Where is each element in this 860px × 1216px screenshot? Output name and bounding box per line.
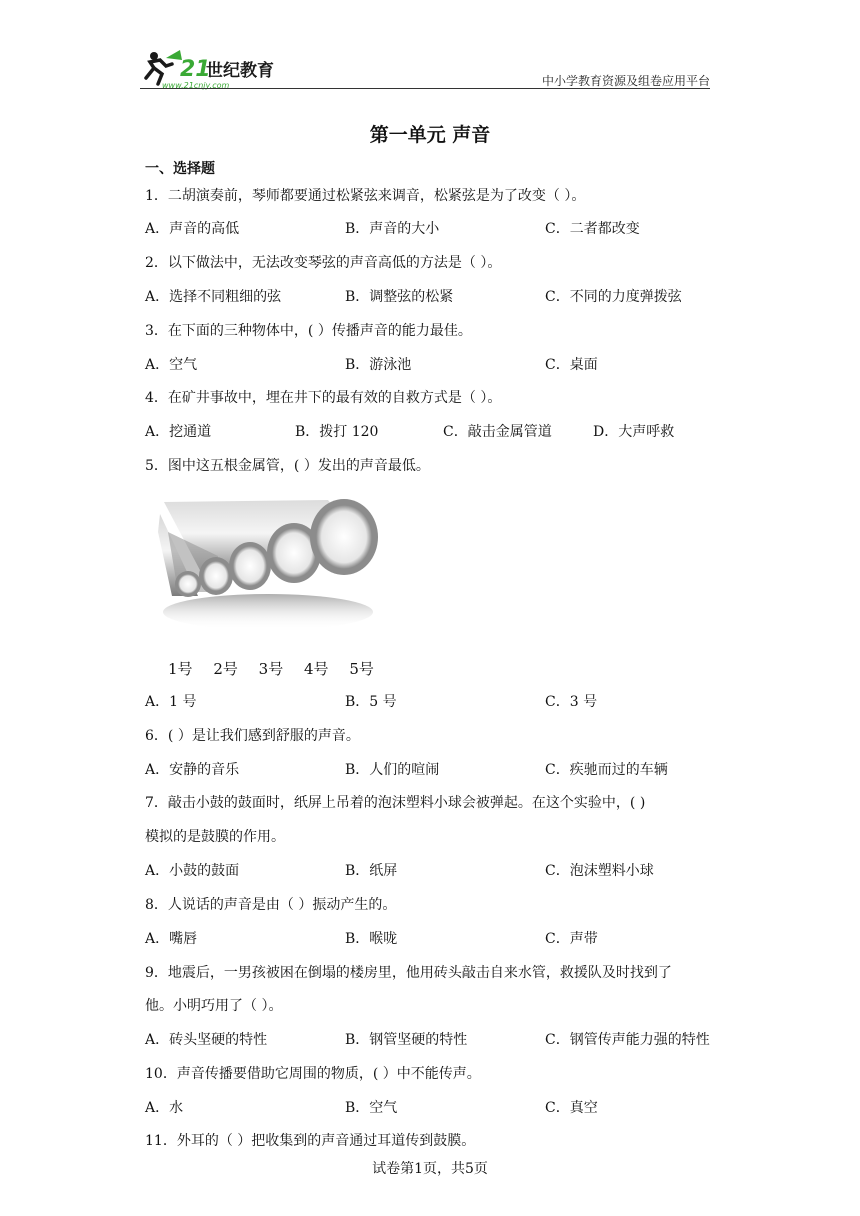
question-7-stem-cont: 模拟的是鼓膜的作用。 (145, 829, 285, 845)
question-1-stem: 1．二胡演奏前，琴师都要通过松紧弦来调音，松紧弦是为了改变（ ）。 (145, 188, 586, 204)
question-9-stem: 9．地震后，一男孩被困在倒塌的楼房里，他用砖头敲击自来水管，救援队及时找到了 (145, 965, 672, 981)
option-c: C．泡沫塑料小球 (545, 863, 654, 879)
option-a: A．挖通道 (145, 424, 212, 440)
option-a: A．小鼓的鼓面 (145, 863, 240, 879)
pipe-label-1: 1号 (168, 660, 193, 678)
option-b: B．5 号 (345, 694, 397, 710)
platform-name: 中小学教育资源及组卷应用平台 (541, 74, 710, 88)
svg-text:21: 21 (180, 57, 211, 82)
svg-text:www.21cnjy.com: www.21cnjy.com (162, 81, 230, 90)
option-a: A．嘴唇 (145, 931, 198, 947)
option-a: A．砖头坚硬的特性 (145, 1032, 268, 1048)
header-divider (140, 88, 710, 89)
question-4-stem: 4．在矿井事故中，埋在井下的最有效的自救方式是（ ）。 (145, 390, 502, 406)
option-c: C．不同的力度弹拨弦 (545, 289, 682, 305)
option-a: A．声音的高低 (145, 221, 240, 237)
question-9-stem-cont: 他。小明巧用了（ ）。 (145, 998, 283, 1014)
question-6-stem: 6．( ）是让我们感到舒服的声音。 (145, 728, 360, 744)
option-b: B．纸屏 (345, 863, 398, 879)
option-a: A．空气 (145, 357, 198, 373)
section-heading: 一、选择题 (145, 161, 215, 177)
option-c: C．二者都改变 (545, 221, 640, 237)
option-c: C．声带 (545, 931, 598, 947)
option-a: A．安静的音乐 (145, 762, 240, 778)
option-b: B．游泳池 (345, 357, 412, 373)
question-10-stem: 10．声音传播要借助它周围的物质，( ）中不能传声。 (145, 1066, 481, 1082)
option-b: B．喉咙 (345, 931, 398, 947)
option-b: B．钢管坚硬的特性 (345, 1032, 468, 1048)
option-c: C．3 号 (545, 694, 598, 710)
option-a: A．选择不同粗细的弦 (145, 289, 282, 305)
pipe-labels (168, 658, 384, 679)
option-b: B．人们的喧闹 (345, 762, 440, 778)
question-11-stem: 11．外耳的（ ）把收集到的声音通过耳道传到鼓膜。 (145, 1133, 476, 1149)
option-a: A．水 (145, 1100, 184, 1116)
pipe-label-5: 5号 (349, 660, 374, 678)
pipe-label-2: 2号 (213, 660, 238, 678)
runner-logo-icon (140, 44, 310, 92)
option-c: C．真空 (545, 1100, 598, 1116)
question-5-stem: 5．图中这五根金属管，( ）发出的声音最低。 (145, 458, 430, 474)
option-c: C．桌面 (545, 357, 598, 373)
question-8-stem: 8．人说话的声音是由（ ）振动产生的。 (145, 897, 397, 913)
option-b: B．空气 (345, 1100, 398, 1116)
option-b: B．声音的大小 (345, 221, 440, 237)
option-d: D．大声呼救 (593, 424, 675, 440)
option-b: B．调整弦的松紧 (345, 289, 454, 305)
page-title: 第一单元 声音 (369, 124, 491, 146)
svg-text:世纪教育: 世纪教育 (206, 61, 274, 81)
option-b: B．拨打 120 (295, 424, 379, 440)
option-c: C．疾驰而过的车辆 (545, 762, 668, 778)
site-logo (140, 44, 310, 92)
pipe-label-3: 3号 (258, 660, 284, 678)
page-footer: 试卷第1页，共5页 (372, 1161, 488, 1177)
question-2-stem: 2．以下做法中，无法改变琴弦的声音高低的方法是（ ）。 (145, 255, 502, 271)
pipe-label-4: 4号 (303, 660, 329, 678)
option-c: C．钢管传声能力强的特性 (545, 1032, 710, 1048)
metal-pipes-image (158, 492, 383, 634)
metal-pipes-figure (158, 492, 383, 634)
option-c: C．敲击金属管道 (443, 424, 552, 440)
question-7-stem: 7．敲击小鼓的鼓面时，纸屏上吊着的泡沫塑料小球会被弹起。在这个实验中，( ) (145, 795, 646, 811)
option-a: A．1 号 (145, 694, 197, 710)
question-3-stem: 3．在下面的三种物体中，( ）传播声音的能力最佳。 (145, 323, 472, 339)
